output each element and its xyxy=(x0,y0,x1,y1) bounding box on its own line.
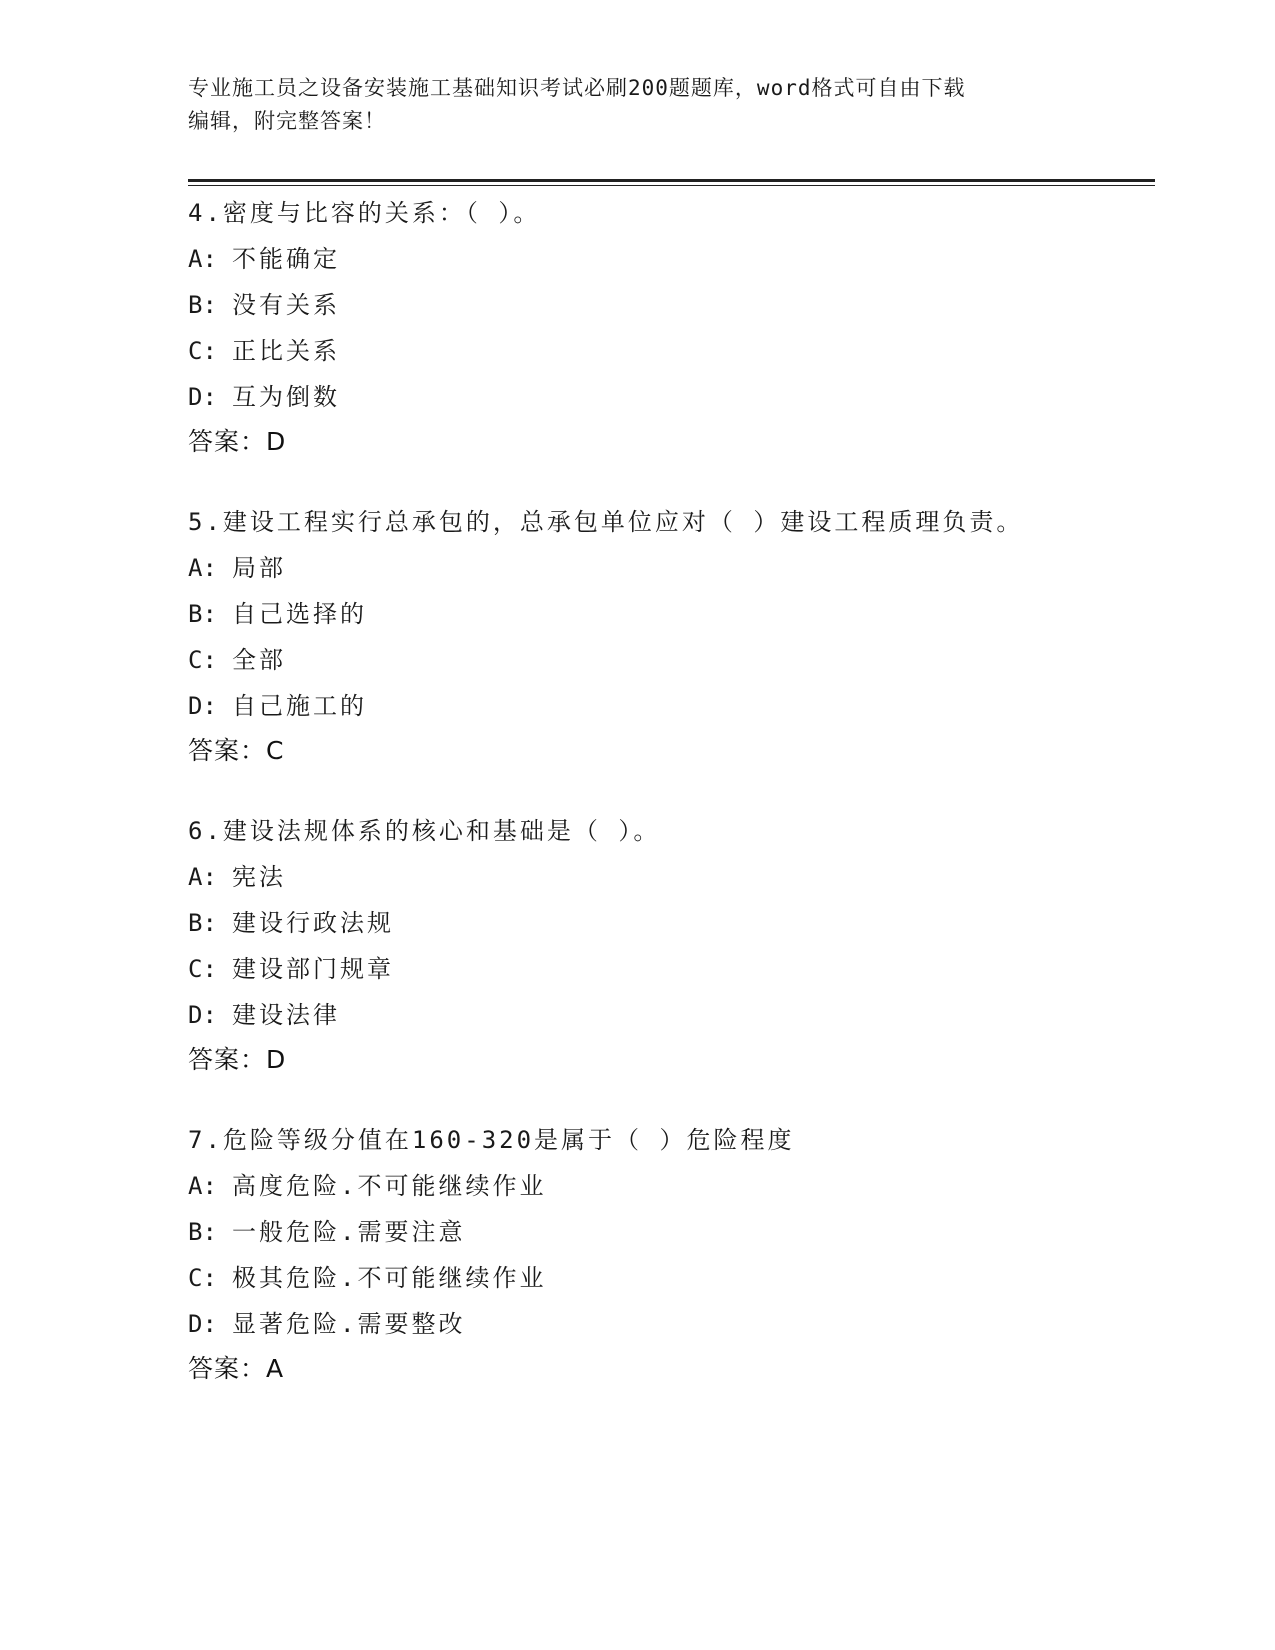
option-label: D: xyxy=(188,1001,217,1029)
option-b xyxy=(188,900,1155,946)
option-label: D: xyxy=(188,383,217,411)
option-label: B: xyxy=(188,600,217,628)
option-label: B: xyxy=(188,291,217,319)
option-d xyxy=(188,1301,1155,1347)
option-d xyxy=(188,374,1155,420)
option-label: C: xyxy=(188,337,217,365)
option-text: 自己选择的 xyxy=(232,600,367,628)
option-label: A: xyxy=(188,863,217,891)
option-text: 极其危险.不可能继续作业 xyxy=(232,1264,547,1292)
option-d xyxy=(188,992,1155,1038)
option-label: D: xyxy=(188,692,217,720)
answer-line: 答案：D xyxy=(188,1045,287,1074)
question-stem: 6.建设法规体系的核心和基础是（ ）。 xyxy=(188,817,661,845)
question-block xyxy=(188,1117,1155,1391)
option-text: 全部 xyxy=(232,646,286,674)
option-text: 局部 xyxy=(232,554,286,582)
option-text: 建设行政法规 xyxy=(232,909,394,937)
question-stem: 5.建设工程实行总承包的，总承包单位应对（ ）建设工程质理负责。 xyxy=(188,508,1024,536)
option-b xyxy=(188,1209,1155,1255)
option-text: 高度危险.不可能继续作业 xyxy=(232,1172,547,1200)
option-label: C: xyxy=(188,955,217,983)
option-label: A: xyxy=(188,554,217,582)
option-c xyxy=(188,637,1155,683)
option-a xyxy=(188,236,1155,282)
option-label: B: xyxy=(188,1218,217,1246)
header-divider-thin xyxy=(188,185,1155,186)
option-c xyxy=(188,1255,1155,1301)
option-d xyxy=(188,683,1155,729)
question-list xyxy=(188,190,1155,1426)
option-a xyxy=(188,854,1155,900)
option-label: C: xyxy=(188,1264,217,1292)
option-text: 不能确定 xyxy=(232,245,340,273)
question-block xyxy=(188,499,1155,773)
answer-line: 答案：D xyxy=(188,427,287,456)
document-header xyxy=(188,72,1088,138)
option-text: 宪法 xyxy=(232,863,286,891)
header-line-1: 专业施工员之设备安装施工基础知识考试必刷200题题库，word格式可自由下载 xyxy=(188,76,966,100)
question-block xyxy=(188,190,1155,464)
option-text: 互为倒数 xyxy=(232,383,340,411)
option-label: D: xyxy=(188,1310,217,1338)
question-stem: 4.密度与比容的关系：（ ）。 xyxy=(188,199,541,227)
option-text: 自己施工的 xyxy=(232,692,367,720)
answer-line: 答案：C xyxy=(188,736,285,765)
option-a xyxy=(188,1163,1155,1209)
option-text: 一般危险.需要注意 xyxy=(232,1218,466,1246)
option-b xyxy=(188,282,1155,328)
option-label: A: xyxy=(188,245,217,273)
option-label: C: xyxy=(188,646,217,674)
answer-line: 答案：A xyxy=(188,1354,285,1383)
option-text: 没有关系 xyxy=(232,291,340,319)
question-stem: 7.危险等级分值在160-320是属于（ ）危险程度 xyxy=(188,1126,795,1154)
option-label: A: xyxy=(188,1172,217,1200)
option-text: 显著危险.需要整改 xyxy=(232,1310,466,1338)
header-line-2: 编辑，附完整答案！ xyxy=(188,109,386,133)
option-text: 建设部门规章 xyxy=(232,955,394,983)
option-c xyxy=(188,946,1155,992)
option-a xyxy=(188,545,1155,591)
option-b xyxy=(188,591,1155,637)
header-divider-thick xyxy=(188,179,1155,182)
option-text: 正比关系 xyxy=(232,337,340,365)
option-text: 建设法律 xyxy=(232,1001,340,1029)
question-block xyxy=(188,808,1155,1082)
option-label: B: xyxy=(188,909,217,937)
option-c xyxy=(188,328,1155,374)
